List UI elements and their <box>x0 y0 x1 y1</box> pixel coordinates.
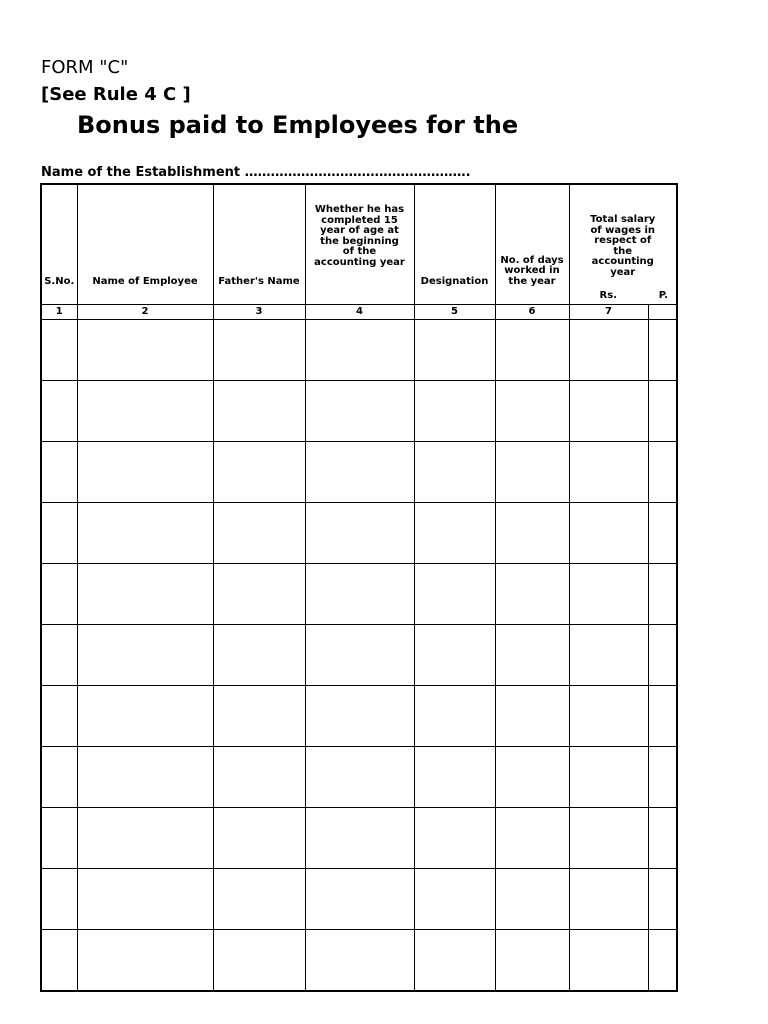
table-row <box>41 686 677 747</box>
table-cell[interactable] <box>648 381 677 442</box>
table-cell[interactable] <box>569 808 648 869</box>
table-cell[interactable] <box>569 320 648 381</box>
table-cell[interactable] <box>41 686 77 747</box>
table-cell[interactable] <box>41 747 77 808</box>
page-title: Bonus paid to Employees for the <box>77 111 519 139</box>
header-row <box>41 184 677 305</box>
table-cell[interactable] <box>414 503 495 564</box>
header-days-worked <box>495 184 569 305</box>
table-cell[interactable] <box>569 442 648 503</box>
header-rs: Rs. <box>599 289 617 301</box>
table-cell[interactable] <box>213 869 305 930</box>
table-cell[interactable] <box>569 503 648 564</box>
table-cell[interactable] <box>648 503 677 564</box>
table-cell[interactable] <box>41 869 77 930</box>
table-cell[interactable] <box>495 747 569 808</box>
header-days-worked-text: No. of days worked in the year <box>500 254 564 287</box>
table-cell[interactable] <box>414 869 495 930</box>
header-fathers-name: Father's Name <box>213 184 305 305</box>
table-cell[interactable] <box>77 869 213 930</box>
table-cell[interactable] <box>648 808 677 869</box>
table-row <box>41 381 677 442</box>
header-sno: S.No. <box>41 184 77 305</box>
table-cell[interactable] <box>77 930 213 992</box>
header-total-salary-text: Total salary of wages in respect of the accounting year <box>590 214 656 278</box>
table-row <box>41 503 677 564</box>
table-cell[interactable] <box>41 442 77 503</box>
form-label: FORM "C" <box>41 57 129 78</box>
table-cell[interactable] <box>569 625 648 686</box>
table-row <box>41 869 677 930</box>
table-cell[interactable] <box>213 747 305 808</box>
table-cell[interactable] <box>77 442 213 503</box>
table-cell[interactable] <box>569 930 648 992</box>
header-age-completion <box>305 184 414 305</box>
table-row <box>41 564 677 625</box>
table-cell[interactable] <box>414 686 495 747</box>
col-number-2: 2 <box>77 305 213 320</box>
table-cell[interactable] <box>569 747 648 808</box>
table-cell[interactable] <box>495 808 569 869</box>
table-cell[interactable] <box>213 808 305 869</box>
table-cell[interactable] <box>495 625 569 686</box>
header-total-salary <box>569 184 677 305</box>
table-cell[interactable] <box>305 503 414 564</box>
table-cell[interactable] <box>77 686 213 747</box>
table-row <box>41 442 677 503</box>
table-cell[interactable] <box>569 381 648 442</box>
header-age-completion-text: Whether he has completed 15 year of age at the beginning of the accounting year <box>314 204 405 268</box>
table-cell[interactable] <box>648 930 677 992</box>
table-cell[interactable] <box>648 320 677 381</box>
table-cell[interactable] <box>305 869 414 930</box>
table-cell[interactable] <box>414 320 495 381</box>
table-cell[interactable] <box>414 381 495 442</box>
table-cell[interactable] <box>305 808 414 869</box>
establishment-name-field: Name of the Establishment ……………………………………………. <box>41 165 471 180</box>
table-cell[interactable] <box>213 442 305 503</box>
column-number-row <box>41 305 677 320</box>
table-cell[interactable] <box>213 930 305 992</box>
table-row <box>41 625 677 686</box>
table-cell[interactable] <box>495 381 569 442</box>
table-cell[interactable] <box>414 625 495 686</box>
table-cell[interactable] <box>495 930 569 992</box>
table-cell[interactable] <box>648 442 677 503</box>
col-number-7: 7 <box>569 305 648 320</box>
table-cell[interactable] <box>77 503 213 564</box>
table-cell[interactable] <box>569 686 648 747</box>
table-cell[interactable] <box>414 930 495 992</box>
table-cell[interactable] <box>648 686 677 747</box>
table-cell[interactable] <box>305 747 414 808</box>
table-row <box>41 808 677 869</box>
table-cell[interactable] <box>213 381 305 442</box>
header-designation: Designation <box>414 184 495 305</box>
table-cell[interactable] <box>305 442 414 503</box>
col-number-5: 5 <box>414 305 495 320</box>
col-number-6: 6 <box>495 305 569 320</box>
table-cell[interactable] <box>648 869 677 930</box>
table-cell[interactable] <box>414 747 495 808</box>
table-cell[interactable] <box>41 320 77 381</box>
table-cell[interactable] <box>77 625 213 686</box>
table-cell[interactable] <box>648 564 677 625</box>
table-cell[interactable] <box>305 381 414 442</box>
table-cell[interactable] <box>213 564 305 625</box>
col-number-1: 1 <box>41 305 77 320</box>
bonus-table <box>40 183 678 992</box>
col-number-3: 3 <box>213 305 305 320</box>
table-cell[interactable] <box>495 442 569 503</box>
table-cell[interactable] <box>305 930 414 992</box>
table-cell[interactable] <box>41 503 77 564</box>
table-cell[interactable] <box>305 320 414 381</box>
table-cell[interactable] <box>569 869 648 930</box>
table-cell[interactable] <box>414 564 495 625</box>
table-cell[interactable] <box>305 686 414 747</box>
table-cell[interactable] <box>213 320 305 381</box>
header-name-of-employee: Name of Employee <box>77 184 213 305</box>
col-number-7-p <box>648 305 677 320</box>
table-cell[interactable] <box>41 930 77 992</box>
data-rows <box>41 320 677 992</box>
table-cell[interactable] <box>77 320 213 381</box>
table-cell[interactable] <box>495 564 569 625</box>
table-cell[interactable] <box>77 808 213 869</box>
table-cell[interactable] <box>495 869 569 930</box>
table-cell[interactable] <box>213 686 305 747</box>
header-p: P. <box>658 289 668 301</box>
table-cell[interactable] <box>305 564 414 625</box>
table-cell[interactable] <box>305 625 414 686</box>
table-cell[interactable] <box>77 747 213 808</box>
table-row <box>41 320 677 381</box>
table-cell[interactable] <box>213 625 305 686</box>
table-cell[interactable] <box>648 747 677 808</box>
rule-reference: [See Rule 4 C ] <box>41 84 191 105</box>
table-cell[interactable] <box>495 503 569 564</box>
table-cell[interactable] <box>569 564 648 625</box>
table-cell[interactable] <box>41 808 77 869</box>
table-cell[interactable] <box>77 564 213 625</box>
table-cell[interactable] <box>77 381 213 442</box>
table-cell[interactable] <box>213 503 305 564</box>
col-number-4: 4 <box>305 305 414 320</box>
table-cell[interactable] <box>495 686 569 747</box>
table-row <box>41 930 677 992</box>
table-cell[interactable] <box>414 808 495 869</box>
table-cell[interactable] <box>41 625 77 686</box>
table-cell[interactable] <box>41 381 77 442</box>
table-cell[interactable] <box>648 625 677 686</box>
table-cell[interactable] <box>495 320 569 381</box>
table-cell[interactable] <box>41 564 77 625</box>
table-row <box>41 747 677 808</box>
table-cell[interactable] <box>414 442 495 503</box>
